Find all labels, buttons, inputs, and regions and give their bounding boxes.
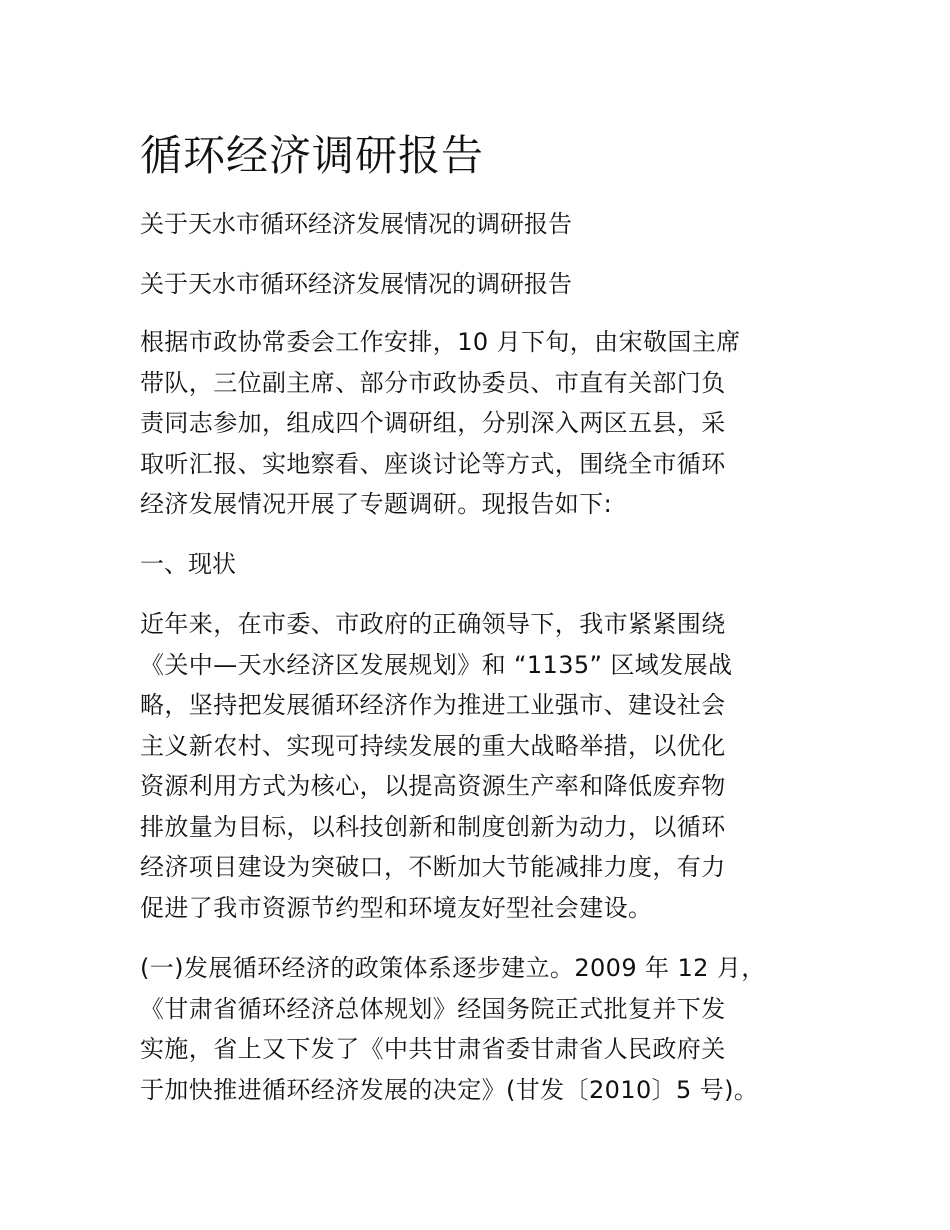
paragraph-line: 责同志参加，组成四个调研组，分别深入两区五县，采 [140,409,726,437]
subsection-paragraph [140,948,766,1110]
section-paragraph [140,604,732,928]
paragraph-line: (一)发展循环经济的政策体系逐步建立。2009 年 12 月， [140,954,766,982]
paragraph-line: 略，坚持把发展循环经济作为推进工业强市、建设社会 [140,691,726,719]
paragraph-line: 于加快推进循环经济发展的决定》(甘发〔2010〕5 号)。 [140,1075,759,1104]
paragraph-line: 取听汇报、实地察看、座谈讨论等方式，围绕全市循环 [140,449,726,478]
document-subtitle-2: 关于天水市循环经济发展情况的调研报告 [140,270,572,298]
section-heading: 一、现状 [140,550,236,578]
document-title: 循环经济调研报告 [140,131,485,180]
paragraph-line: 带队，三位副主席、部分市政协委员、市直有关部门负 [140,368,726,397]
document-subtitle-1: 关于天水市循环经济发展情况的调研报告 [140,210,572,238]
paragraph-line: 资源利用方式为核心，以提高资源生产率和降低废弃物 [140,772,726,800]
paragraph-line: 《甘肃省循环经济总体规划》经国务院正式批复并下发 [140,994,726,1023]
paragraph-line: 近年来，在市委、市政府的正确领导下，我市紧紧围绕 [140,610,726,638]
paragraph-line: 《关中—天水经济区发展规划》和 “1135” 区域发展战 [140,650,733,679]
paragraph-line: 根据市政协常委会工作安排，10 月下旬，由宋敬国主席 [140,328,741,356]
paragraph-line: 促进了我市资源节约型和环境友好型社会建设。 [140,893,653,922]
paragraph-line: 主义新农村、实现可持续发展的重大战略举措，以优化 [140,731,726,760]
paragraph-line: 实施，省上又下发了《中共甘肃省委甘肃省人民政府关 [140,1035,726,1063]
intro-paragraph [140,322,741,525]
paragraph-line: 经济项目建设为突破口，不断加大节能减排力度，有力 [140,853,726,881]
paragraph-line: 排放量为目标，以科技创新和制度创新为动力，以循环 [140,812,726,841]
paragraph-line: 经济发展情况开展了专题调研。现报告如下: [140,490,613,518]
